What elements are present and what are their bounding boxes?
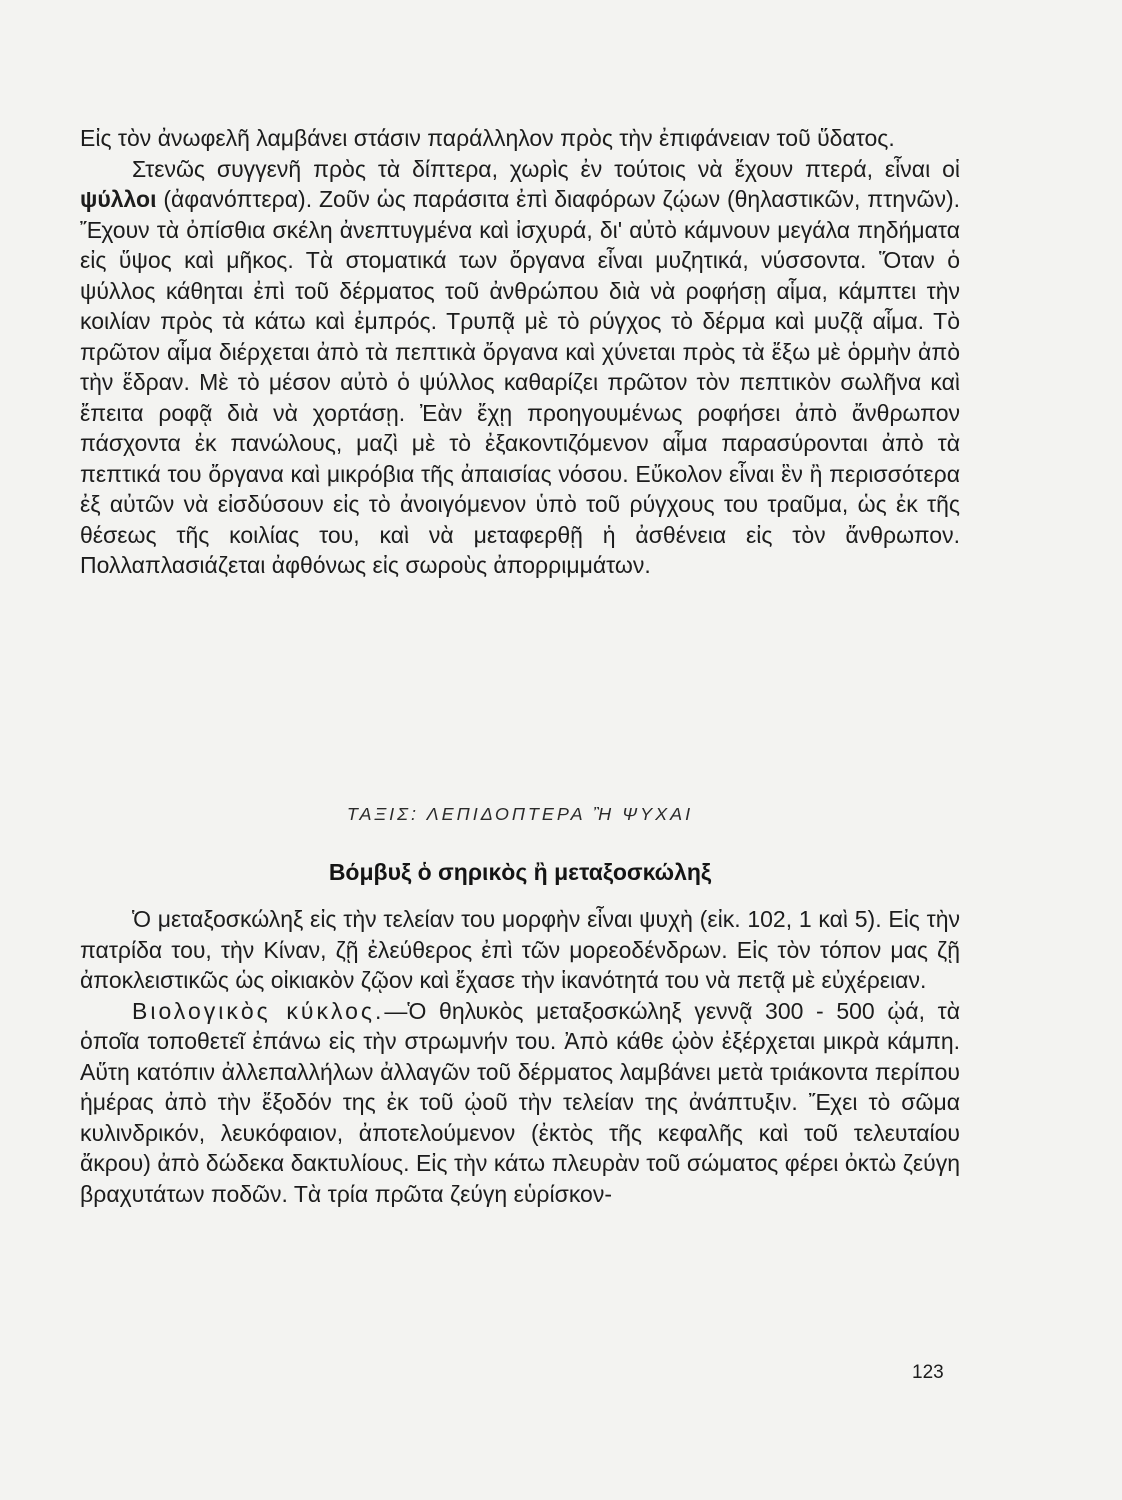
life-cycle-label: Βιολογικὸς κύκλος. [132,997,385,1024]
paragraph-fleas [80,154,960,581]
paragraph-fleas-text-rest: (ἀφανόπτερα). Ζοῦν ὡς παράσιτα ἐπὶ διαφόρων ζῴων (θηλαστικῶν, πτηνῶν). Ἔχουν τὰ ὀπίσθια σκέλη ἀνεπτυγμένα καὶ ἰσχυρά, δι' αὐτὸ κάμνουν μεγάλα πηδήματα εἰς ὕψος καὶ μῆκος. Τὰ στοματικά των ὄργανα εἶναι μυζητικά, νύσσοντα. Ὅταν ὁ ψύλλος κάθηται ἐπὶ τοῦ δέρματος τοῦ ἀνθρώπου διὰ νὰ ροφήσῃ αἷμα, κάμπτει τὴν κοιλίαν πρὸς τὰ κάτω καὶ ἐμπρός. Τρυπᾷ μὲ τὸ ρύγχος τὸ δέρμα καὶ μυζᾷ αἷμα. Τὸ πρῶτον αἷμα διέρχεται ἀπὸ τὰ πεπτικὰ ὄργανα καὶ χύνεται πρὸς τὰ ἔξω μὲ ὁρμὴν ἀπὸ τὴν ἕδραν. Μὲ τὸ μέσον αὐτὸ ὁ ψύλλος καθαρίζει πρῶτον τὸν πεπτικὸν σωλῆνα καὶ ἔπειτα ροφᾷ διὰ νὰ χορτάσῃ. Ἐὰν ἔχῃ προηγουμένως ροφήσει ἀπὸ ἄνθρωπον πάσχοντα ἐκ πανώλους, μαζὶ μὲ τὸ ἐξακοντιζόμενον αἷμα παρασύρονται ἀπὸ τὰ πεπτικά του ὄργανα καὶ μικρόβια τῆς ἀπαισίας νόσου. Εὔκολον εἶναι ἓν ἢ περισσότερα ἐξ αὐτῶν νὰ εἰσδύσουν εἰς τὸ ἀνοιγόμενον ὑπὸ τοῦ ρύγχους του τραῦμα, ὡς ἐκ τῆς θέσεως τῆς κοιλίας του, καὶ νὰ μεταφερθῇ ἡ ἀσθένεια εἰς τὸν ἄνθρωπον. Πολλαπλασιάζεται ἀφθόνως εἰς σωροὺς ἀπορριμμάτων. [80,186,960,578]
life-cycle-text: —Ὁ θηλυκὸς μεταξοσκώληξ γεννᾷ 300 - 500 ᾠά, τὰ ὁποῖα τοποθετεῖ ἐπάνω εἰς τὴν στρωμνήν του. Ἀπὸ κάθε ᾠὸν ἐξέρχεται μικρὰ κάμπη. Αὕτη κατόπιν ἀλλεπαλλήλων ἀλλαγῶν τοῦ δέρματος λαμβάνει μετὰ τριάκοντα περίπου ἡμέρας ἀπὸ τὴν ἔξοδόν της ἐκ τοῦ ᾠοῦ τὴν τελείαν της ἀνάπτυξιν. Ἔχει τὸ σῶμα κυλινδρικόν, λευκόφαιον, ἀποτελούμενον (ἐκτὸς τῆς κεφαλῆς καὶ τοῦ τελευταίου ἄκρου) ἀπὸ δώδεκα δακτυλίους. Εἰς τὴν κάτω πλευρὰν τοῦ σώματος φέρει ὀκτὼ ζεύγη βραχυτάτων ποδῶν. Τὰ τρία πρῶτα ζεύγη εὑρίσκον- [80,997,960,1207]
paragraph-silkworm-intro: Ὁ μεταξοσκώληξ εἰς τὴν τελείαν του μορφὴν εἶναι ψυχὴ (εἰκ. 102, 1 καὶ 5). Εἰς τὴν πατρίδα του, τὴν Κίναν, ζῇ ἐλεύθερος ἐπὶ τῶν μορεοδένδρων. Εἰς τὸν τόπον μας ζῇ ἀποκλειστικῶς ὡς οἰκιακὸν ζῷον καὶ ἔχασε τὴν ἱκανότητά του νὰ πετᾷ μὲ εὐχέρειαν. [80,906,960,993]
text-section-fleas [80,123,960,581]
silkworm-title: Βόμβυξ ὁ σηρικὸς ἢ μεταξοσκώληξ [328,859,712,885]
order-heading: ΤΑΞΙΣ: ΛΕΠΙΔΟΠΤΕΡΑ Ἢ ΨΥΧΑΙ [346,804,694,824]
term-fleas: ψύλλοι [80,186,157,212]
paragraph-life-cycle [80,996,960,1210]
paragraph-fleas-text-start: Στενῶς συγγενῆ πρὸς τὰ δίπτερα, χωρὶς ἐν τούτοις νὰ ἔχουν πτερά, εἶναι οἱ [132,155,960,182]
page-number: 123 [912,1362,944,1383]
paragraph-anopheles-end: Εἰς τὸν ἀνωφελῆ λαμβάνει στάσιν παράλληλον πρὸς τὴν ἐπιφάνειαν τοῦ ὕδατος. [80,125,895,151]
text-section-silkworm [80,904,960,1209]
